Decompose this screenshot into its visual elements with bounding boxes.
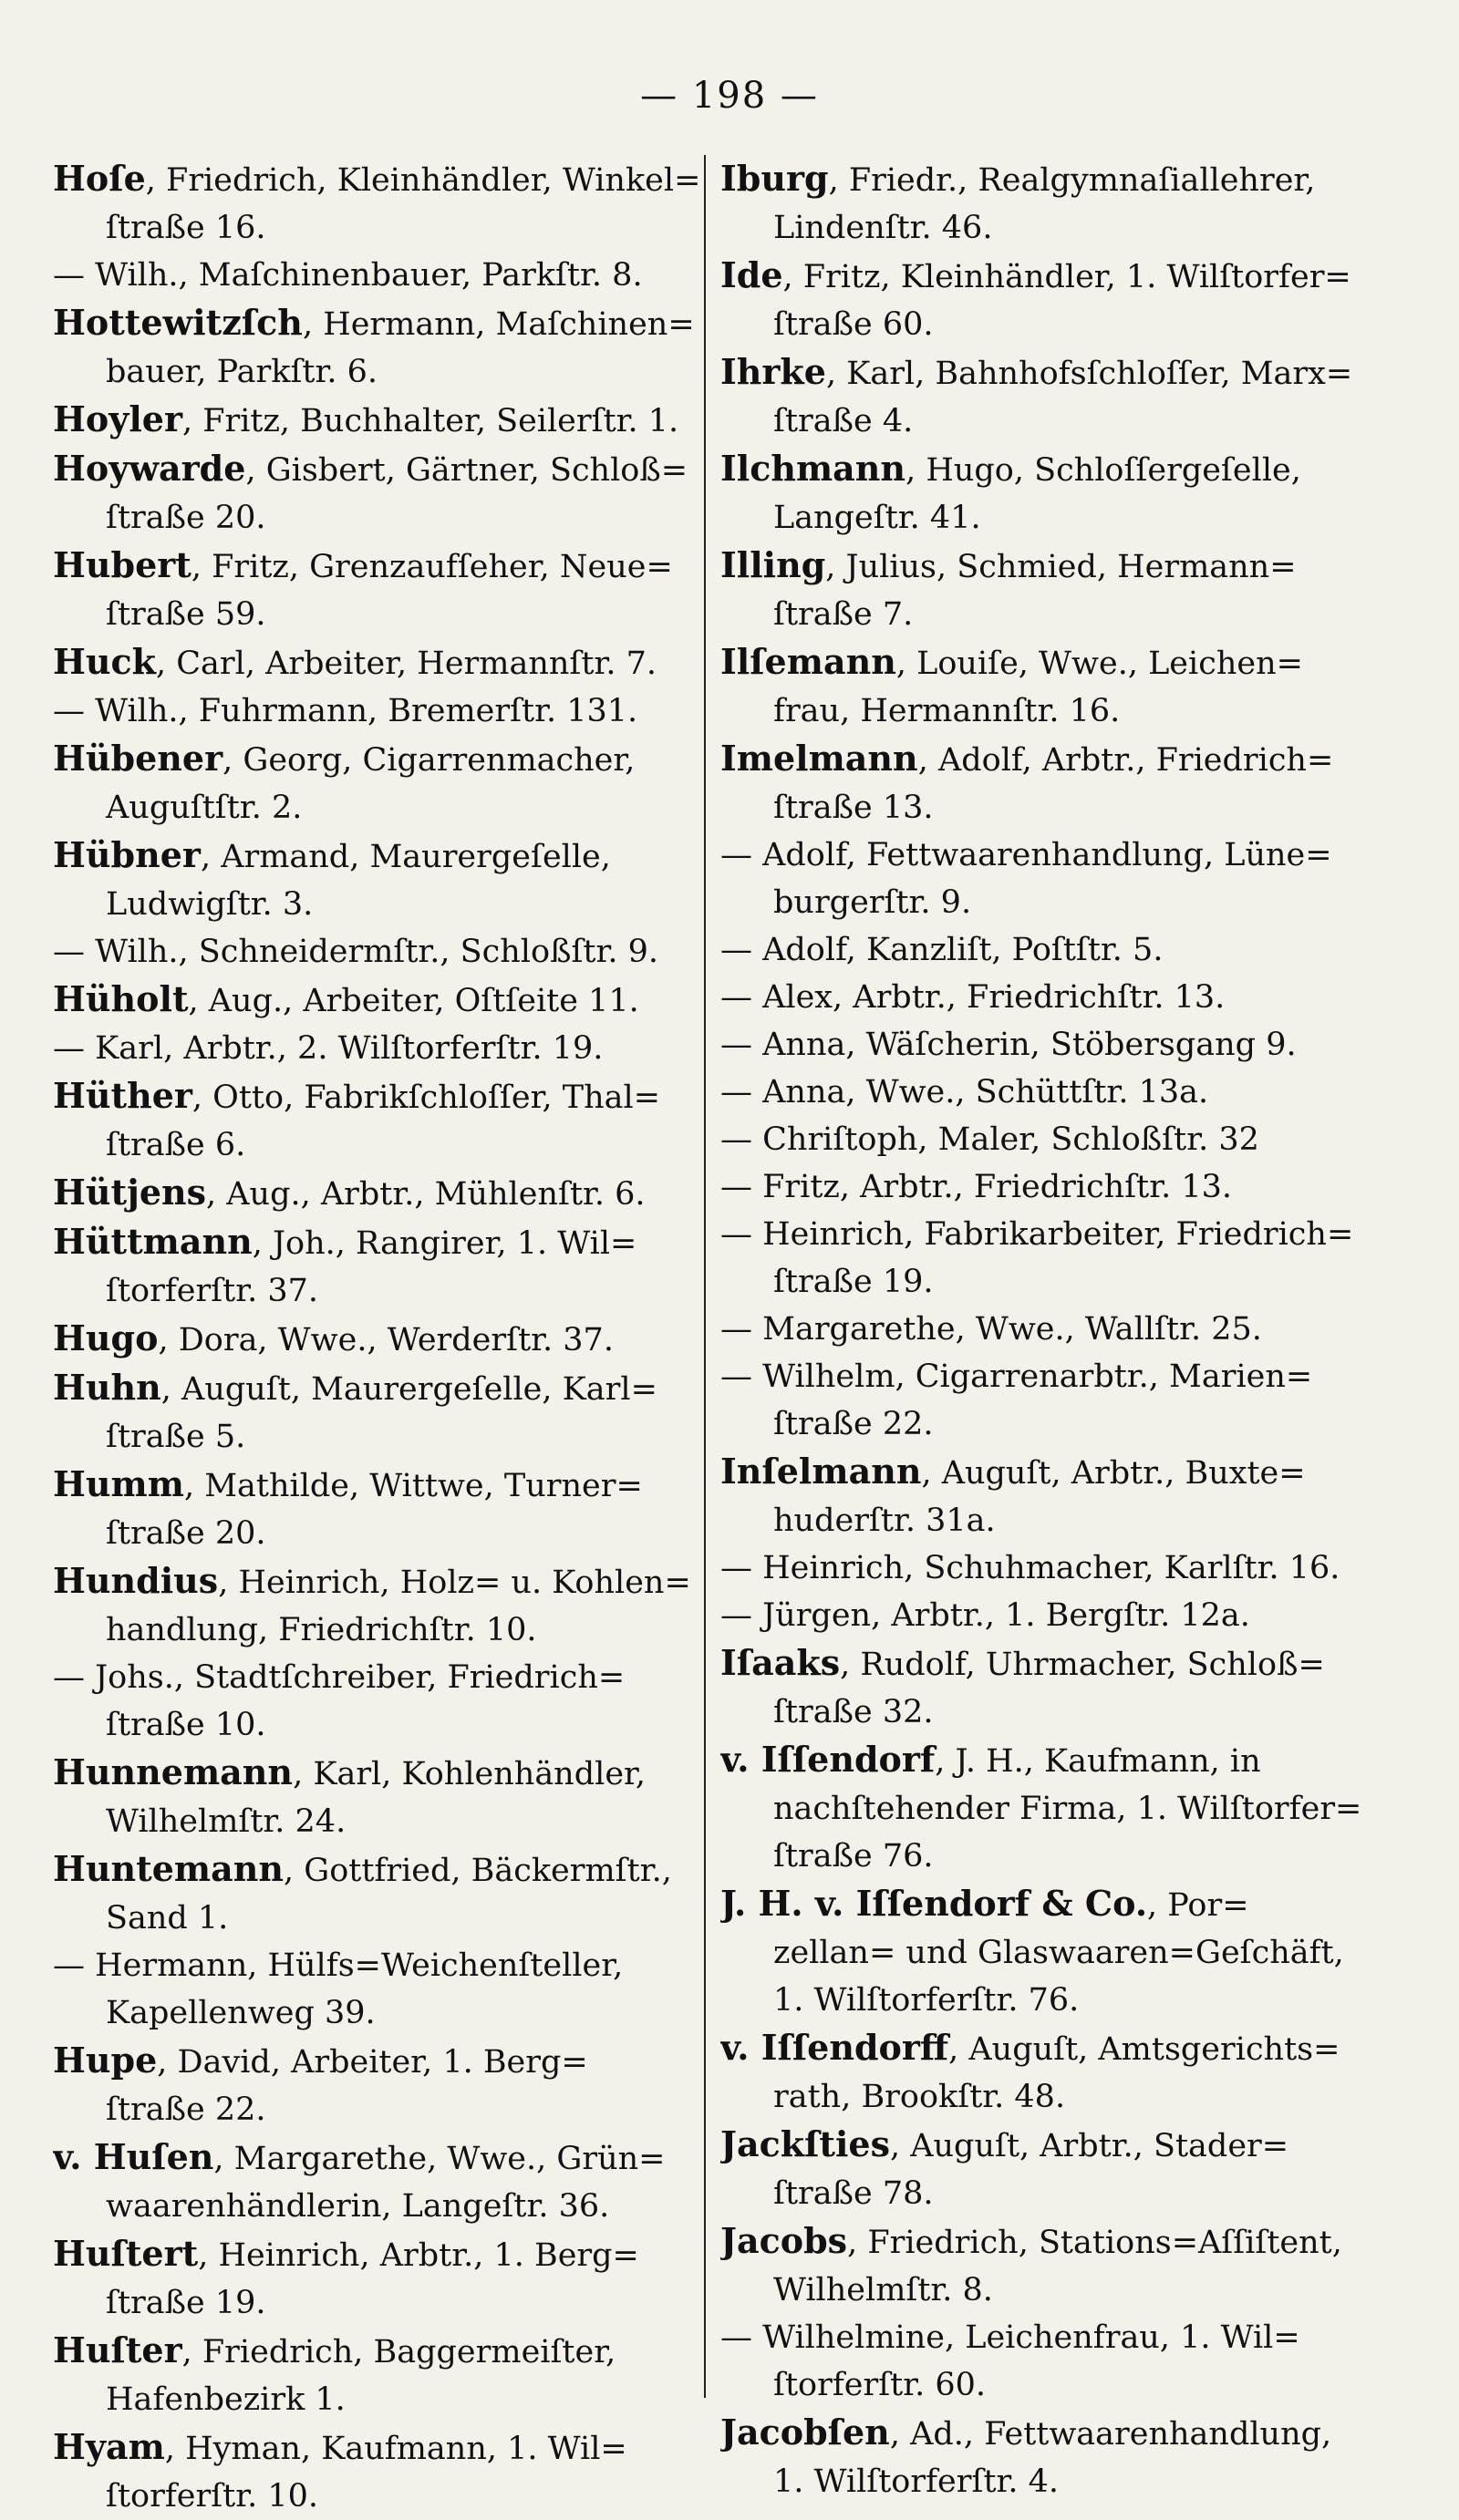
surname: Ide	[720, 254, 783, 295]
entry-details: , Por=	[1147, 1887, 1249, 1924]
surname: Ilſemann	[720, 641, 896, 682]
entry-continuation: 1. Wilſtorferſtr. 76.	[773, 1982, 1080, 2019]
entry-first-line	[720, 1163, 1386, 1211]
entry-first-line	[720, 155, 1386, 204]
entry-first-line	[720, 1639, 1386, 1689]
directory-entry	[720, 638, 1386, 735]
entry-continuation: ſtraße 60.	[773, 306, 934, 343]
directory-entry	[53, 928, 709, 976]
page-number: — 198 —	[640, 75, 819, 117]
entry-details: — Adolf, Kanzliſt, Poſtſtr. 5.	[720, 932, 1164, 968]
surname: Jacobſen	[720, 2412, 890, 2453]
entry-details: , Karl, Kohlenhändler,	[293, 1756, 647, 1792]
entry-first-line	[720, 1116, 1386, 1163]
entry-details: , Hermann, Maſchinen=	[302, 306, 695, 343]
surname: v. Iſſendorff	[720, 2027, 949, 2068]
surname: Imelmann	[720, 738, 918, 779]
entry-first-line	[53, 542, 709, 591]
surname: J. H. v. Iſſendorf & Co.	[720, 1883, 1148, 1924]
entry-continuation: Lindenſtr. 46.	[773, 210, 993, 246]
entry-continuation: Hafenbezirk 1.	[106, 2381, 346, 2418]
entry-first-line	[53, 831, 709, 881]
entry-continuation: burgerſtr. 9.	[773, 884, 972, 921]
left-column	[53, 155, 709, 2520]
directory-entry	[53, 542, 709, 638]
directory-entry	[53, 976, 709, 1025]
entry-details: , Dora, Wwe., Werderſtr. 37.	[158, 1322, 614, 1358]
entry-first-line	[53, 928, 709, 976]
surname: Huſtert	[53, 2233, 199, 2274]
directory-entry	[53, 1218, 709, 1315]
directory-entry	[53, 735, 709, 831]
directory-entry	[53, 1557, 709, 1654]
directory-entry	[720, 445, 1386, 542]
directory-entry	[720, 1116, 1386, 1163]
entry-details: — Wilhelm, Cigarrenarbtr., Marien=	[720, 1358, 1313, 1395]
entry-continuation: huderſtr. 31a.	[773, 1503, 996, 1539]
directory-entry	[53, 2037, 709, 2133]
entry-first-line	[720, 445, 1386, 494]
entry-details: , Rudolf, Uhrmacher, Schloß=	[840, 1647, 1325, 1683]
entry-details: — Wilh., Maſchinenbauer, Parkſtr. 8.	[53, 257, 643, 294]
entry-details: , Karl, Bahnhofsſchloſſer, Marx=	[825, 356, 1353, 392]
entry-first-line	[720, 926, 1386, 974]
entry-continuation: Auguſtſtr. 2.	[106, 790, 303, 826]
entry-first-line	[720, 1544, 1386, 1592]
entry-first-line	[53, 1654, 709, 1701]
surname: Huntemann	[53, 1848, 284, 1889]
entry-continuation: nachſtehender Firma, 1. Wilſtorfer=	[773, 1791, 1362, 1827]
entry-continuation: Wilhelmſtr. 8.	[773, 2272, 993, 2308]
entry-details: — Johs., Stadtſchreiber, Friedrich=	[53, 1659, 626, 1696]
entry-details: — Margarethe, Wwe., Wallſtr. 25.	[720, 1311, 1262, 1348]
directory-entry	[53, 1749, 709, 1845]
entry-continuation: ſtraße 76.	[773, 1838, 934, 1875]
directory-entry	[720, 1544, 1386, 1592]
entry-first-line	[720, 252, 1386, 301]
entry-first-line	[720, 974, 1386, 1021]
directory-entry	[53, 1654, 709, 1749]
directory-entry	[53, 831, 709, 928]
directory-entry	[53, 396, 709, 445]
surname: Hütjens	[53, 1172, 207, 1213]
entry-details: , Aug., Arbtr., Mühlenſtr. 6.	[206, 1176, 646, 1213]
entry-continuation: ſtraße 13.	[773, 790, 934, 826]
surname: Illing	[720, 544, 826, 585]
surname: Jackſties	[720, 2123, 890, 2164]
directory-entry	[720, 2024, 1386, 2121]
entry-first-line	[53, 638, 709, 687]
entry-first-line	[720, 2409, 1386, 2458]
directory-entry	[53, 2230, 709, 2327]
directory-entry	[720, 348, 1386, 445]
surname: Hoywarde	[53, 448, 246, 489]
entry-first-line	[720, 2024, 1386, 2073]
entry-first-line	[53, 1169, 709, 1218]
entry-first-line	[720, 1736, 1386, 1785]
directory-entry	[720, 1736, 1386, 1880]
surname: Iburg	[720, 158, 829, 199]
entry-first-line	[53, 445, 709, 494]
entry-first-line	[53, 1072, 709, 1121]
entry-details: , Aug., Arbeiter, Oſtſeite 11.	[188, 983, 639, 1019]
entry-continuation: ſtraße 7.	[773, 596, 914, 633]
directory-entry	[53, 155, 709, 252]
entry-details: , Fritz, Buchhalter, Seilerſtr. 1.	[181, 403, 679, 439]
directory-entry	[53, 299, 709, 396]
directory-entry	[720, 974, 1386, 1021]
entry-first-line	[53, 1218, 709, 1267]
entry-continuation: ſtorferſtr. 37.	[106, 1273, 319, 1309]
entry-continuation: ſtraße 19.	[773, 1264, 934, 1300]
entry-first-line	[720, 831, 1386, 879]
column-divider	[704, 155, 706, 2398]
directory-entry	[720, 1353, 1386, 1448]
surname: Hubert	[53, 544, 191, 585]
entry-details: , J. H., Kaufmann, in	[935, 1743, 1261, 1780]
entry-details: — Adolf, Fettwaarenhandlung, Lüne=	[720, 837, 1332, 873]
entry-details: — Wilhelmine, Leichenfrau, 1. Wil=	[720, 2319, 1300, 2356]
surname: Inſelmann	[720, 1451, 922, 1492]
surname: Jacobs	[720, 2220, 848, 2261]
entry-continuation: ſtraße 20.	[106, 500, 266, 536]
entry-first-line	[720, 1306, 1386, 1353]
entry-continuation: Kapellenweg 39.	[106, 1995, 376, 2031]
entry-details: — Chriſtoph, Maler, Schloßſtr. 32	[720, 1121, 1259, 1158]
entry-details: , David, Arbeiter, 1. Berg=	[157, 2044, 588, 2081]
entry-details: , Otto, Fabrikſchloſſer, Thal=	[191, 1079, 661, 1116]
directory-entry	[53, 638, 709, 687]
entry-details: , Mathilde, Wittwe, Turner=	[183, 1468, 643, 1504]
directory-entry	[720, 2409, 1386, 2505]
directory-entry	[720, 1069, 1386, 1116]
entry-details: , Joh., Rangirer, 1. Wil=	[252, 1225, 637, 1262]
entry-details: , Heinrich, Arbtr., 1. Berg=	[198, 2237, 639, 2274]
entry-details: , Auguſt, Arbtr., Buxte=	[921, 1455, 1306, 1492]
directory-entry	[720, 1306, 1386, 1353]
entry-details: — Heinrich, Fabrikarbeiter, Friedrich=	[720, 1216, 1354, 1253]
entry-first-line	[720, 2121, 1386, 2170]
entry-first-line	[720, 2314, 1386, 2361]
entry-details: — Alex, Arbtr., Friedrichſtr. 13.	[720, 979, 1226, 1016]
surname: v. Huſen	[53, 2136, 214, 2177]
directory-entry	[53, 1461, 709, 1557]
surname: Huſter	[53, 2329, 182, 2370]
entry-continuation: bauer, Parkſtr. 6.	[106, 354, 378, 390]
entry-first-line	[53, 2037, 709, 2086]
surname: Hottewitzſch	[53, 302, 303, 343]
entry-first-line	[720, 348, 1386, 398]
entry-first-line	[53, 155, 709, 204]
entry-first-line	[720, 1021, 1386, 1069]
entry-details: , Friedrich, Stations=Aſſiſtent,	[847, 2225, 1342, 2261]
surname: Hugo	[53, 1317, 159, 1358]
directory-entry	[53, 1364, 709, 1461]
surname: Hyam	[53, 2426, 165, 2467]
entry-details: , Hugo, Schloſſergeſelle,	[905, 452, 1301, 489]
surname: Huhn	[53, 1367, 161, 1408]
entry-first-line	[53, 1461, 709, 1510]
entry-details: , Louiſe, Wwe., Leichen=	[895, 645, 1303, 682]
entry-details: , Fritz, Kleinhändler, 1. Wilſtorfer=	[782, 259, 1351, 295]
entry-first-line	[53, 396, 709, 445]
surname: v. Iſſendorf	[720, 1739, 936, 1780]
entry-first-line	[720, 542, 1386, 591]
entry-details: , Gisbert, Gärtner, Schloß=	[245, 452, 688, 489]
entry-continuation: Ludwigſtr. 3.	[106, 886, 314, 923]
directory-entry	[720, 2121, 1386, 2217]
directory-entry	[53, 1169, 709, 1218]
directory-entry	[720, 831, 1386, 926]
entry-continuation: ſtraße 6.	[106, 1127, 246, 1163]
directory-entry	[53, 1845, 709, 1942]
directory-entry	[53, 687, 709, 735]
entry-first-line	[720, 735, 1386, 784]
entry-continuation: ſtraße 32.	[773, 1694, 934, 1730]
entry-details: , Fritz, Grenzaufſeher, Neue=	[191, 549, 673, 585]
surname: Ihrke	[720, 351, 826, 392]
entry-first-line	[53, 299, 709, 348]
surname: Hundius	[53, 1560, 219, 1601]
entry-continuation: ſtraße 5.	[106, 1419, 246, 1455]
entry-details: , Hyman, Kaufmann, 1. Wil=	[164, 2431, 627, 2467]
entry-details: , Friedrich, Baggermeiſter,	[181, 2334, 616, 2370]
entry-details: — Karl, Arbtr., 2. Wilſtorferſtr. 19.	[53, 1030, 604, 1067]
entry-first-line	[720, 1211, 1386, 1258]
entry-first-line	[53, 2230, 709, 2279]
entry-first-line	[53, 2133, 709, 2183]
entry-details: — Jürgen, Arbtr., 1. Bergſtr. 12a.	[720, 1597, 1250, 1634]
surname: Huck	[53, 641, 156, 682]
entry-details: — Hermann, Hülfs=Weichenſteller,	[53, 1947, 624, 1984]
surname: Hoſe	[53, 158, 146, 199]
entry-continuation: ſtraße 22.	[773, 1406, 934, 1442]
entry-continuation: ſtraße 59.	[106, 596, 266, 633]
entry-first-line	[53, 735, 709, 784]
entry-first-line	[720, 1880, 1386, 1929]
entry-details: , Julius, Schmied, Hermann=	[825, 549, 1297, 585]
entry-details: — Wilh., Schneidermſtr., Schloßſtr. 9.	[53, 934, 658, 970]
entry-continuation: ſtraße 16.	[106, 210, 266, 246]
entry-continuation: 1. Wilſtorferſtr. 4.	[773, 2463, 1060, 2500]
directory-entry	[53, 1942, 709, 2037]
directory-entry	[720, 1448, 1386, 1544]
directory-entry	[720, 1592, 1386, 1639]
directory-entry	[53, 1315, 709, 1364]
directory-entry	[720, 926, 1386, 974]
entry-details: , Gottfried, Bäckermſtr.,	[283, 1853, 672, 1889]
directory-entry	[720, 1021, 1386, 1069]
entry-first-line	[53, 687, 709, 735]
surname: Hupe	[53, 2040, 158, 2081]
entry-continuation: frau, Hermannſtr. 16.	[773, 693, 1121, 729]
entry-first-line	[53, 1845, 709, 1895]
entry-first-line	[53, 1749, 709, 1798]
entry-details: , Ad., Fettwaarenhandlung,	[889, 2416, 1332, 2453]
entry-continuation: ſtraße 19.	[106, 2285, 266, 2321]
entry-continuation: handlung, Friedrichſtr. 10.	[106, 1612, 537, 1648]
surname: Hüther	[53, 1075, 192, 1116]
directory-entry	[53, 252, 709, 299]
entry-details: — Heinrich, Schuhmacher, Karlſtr. 16.	[720, 1550, 1340, 1586]
entry-first-line	[720, 1069, 1386, 1116]
surname: Hübner	[53, 834, 201, 875]
entry-first-line	[720, 1353, 1386, 1400]
directory-entry	[53, 2133, 709, 2230]
directory-entry	[53, 1072, 709, 1169]
entry-continuation: Sand 1.	[106, 1900, 229, 1936]
directory-entry	[53, 1025, 709, 1072]
entry-continuation: ſtraße 22.	[106, 2091, 266, 2128]
entry-continuation: ſtorferſtr. 60.	[773, 2367, 987, 2403]
entry-details: — Wilh., Fuhrmann, Bremerſtr. 131.	[53, 693, 638, 729]
surname: Hüholt	[53, 978, 189, 1019]
surname: Humm	[53, 1463, 184, 1504]
entry-details: , Adolf, Arbtr., Friedrich=	[917, 742, 1334, 779]
entry-first-line	[53, 2423, 709, 2473]
entry-first-line	[720, 638, 1386, 687]
entry-details: , Friedrich, Kleinhändler, Winkel=	[145, 162, 701, 199]
entry-details: , Friedr., Realgymnaſiallehrer,	[828, 162, 1316, 199]
directory-entry	[720, 1163, 1386, 1211]
entry-details: — Fritz, Arbtr., Friedrichſtr. 13.	[720, 1169, 1233, 1205]
directory-entry	[53, 2423, 709, 2520]
entry-continuation: waarenhändlerin, Langeſtr. 36.	[106, 2188, 610, 2225]
directory-entry	[720, 1639, 1386, 1736]
entry-details: , Auguſt, Maurergeſelle, Karl=	[160, 1371, 657, 1408]
entry-continuation: ſtraße 4.	[773, 403, 914, 439]
directory-entry	[53, 445, 709, 542]
entry-details: , Auguſt, Amtsgerichts=	[948, 2031, 1340, 2068]
entry-details: — Anna, Wwe., Schüttſtr. 13a.	[720, 1074, 1209, 1110]
entry-first-line	[53, 976, 709, 1025]
entry-continuation: zellan= und Glaswaaren=Geſchäft,	[773, 1935, 1344, 1971]
directory-entry	[720, 542, 1386, 638]
entry-first-line	[53, 1364, 709, 1413]
directory-entry	[720, 155, 1386, 252]
entry-first-line	[720, 1592, 1386, 1639]
entry-details: , Auguſt, Arbtr., Stader=	[889, 2128, 1289, 2164]
surname: Hüttmann	[53, 1221, 253, 1262]
entry-continuation: Wilhelmſtr. 24.	[106, 1803, 347, 1840]
entry-details: , Heinrich, Holz= u. Kohlen=	[218, 1565, 691, 1601]
entry-first-line	[53, 1942, 709, 1989]
directory-entry	[720, 1880, 1386, 2024]
entry-details: , Carl, Arbeiter, Hermannſtr. 7.	[156, 645, 657, 682]
directory-entry	[720, 2217, 1386, 2314]
entry-first-line	[720, 1448, 1386, 1497]
surname: Ilchmann	[720, 448, 906, 489]
directory-entry	[720, 2314, 1386, 2409]
entry-details: , Margarethe, Wwe., Grün=	[213, 2141, 666, 2177]
entry-details: , Armand, Maurergeſelle,	[200, 839, 611, 875]
entry-continuation: ſtraße 78.	[773, 2175, 934, 2212]
surname: Hübener	[53, 738, 223, 779]
surname: Iſaaks	[720, 1642, 841, 1683]
entry-details: , Georg, Cigarrenmacher,	[222, 742, 636, 779]
directory-entry	[53, 2327, 709, 2423]
directory-entry	[720, 735, 1386, 831]
entry-first-line	[53, 252, 709, 299]
entry-continuation: ſtraße 20.	[106, 1515, 266, 1552]
entry-details: — Anna, Wäſcherin, Stöbersgang 9.	[720, 1027, 1297, 1063]
surname: Hunnemann	[53, 1751, 294, 1792]
directory-entry	[720, 252, 1386, 348]
entry-continuation: ſtorferſtr. 10.	[106, 2478, 319, 2515]
entry-first-line	[53, 2327, 709, 2376]
entry-continuation: ſtraße 10.	[106, 1707, 266, 1743]
entry-first-line	[720, 2217, 1386, 2267]
directory-entry	[720, 1211, 1386, 1306]
entry-first-line	[53, 1315, 709, 1364]
entry-continuation: rath, Brookſtr. 48.	[773, 2079, 1066, 2115]
entry-first-line	[53, 1025, 709, 1072]
entry-continuation: Langeſtr. 41.	[773, 500, 981, 536]
right-column	[720, 155, 1386, 2505]
surname: Hoyler	[53, 398, 182, 439]
entry-first-line	[53, 1557, 709, 1606]
